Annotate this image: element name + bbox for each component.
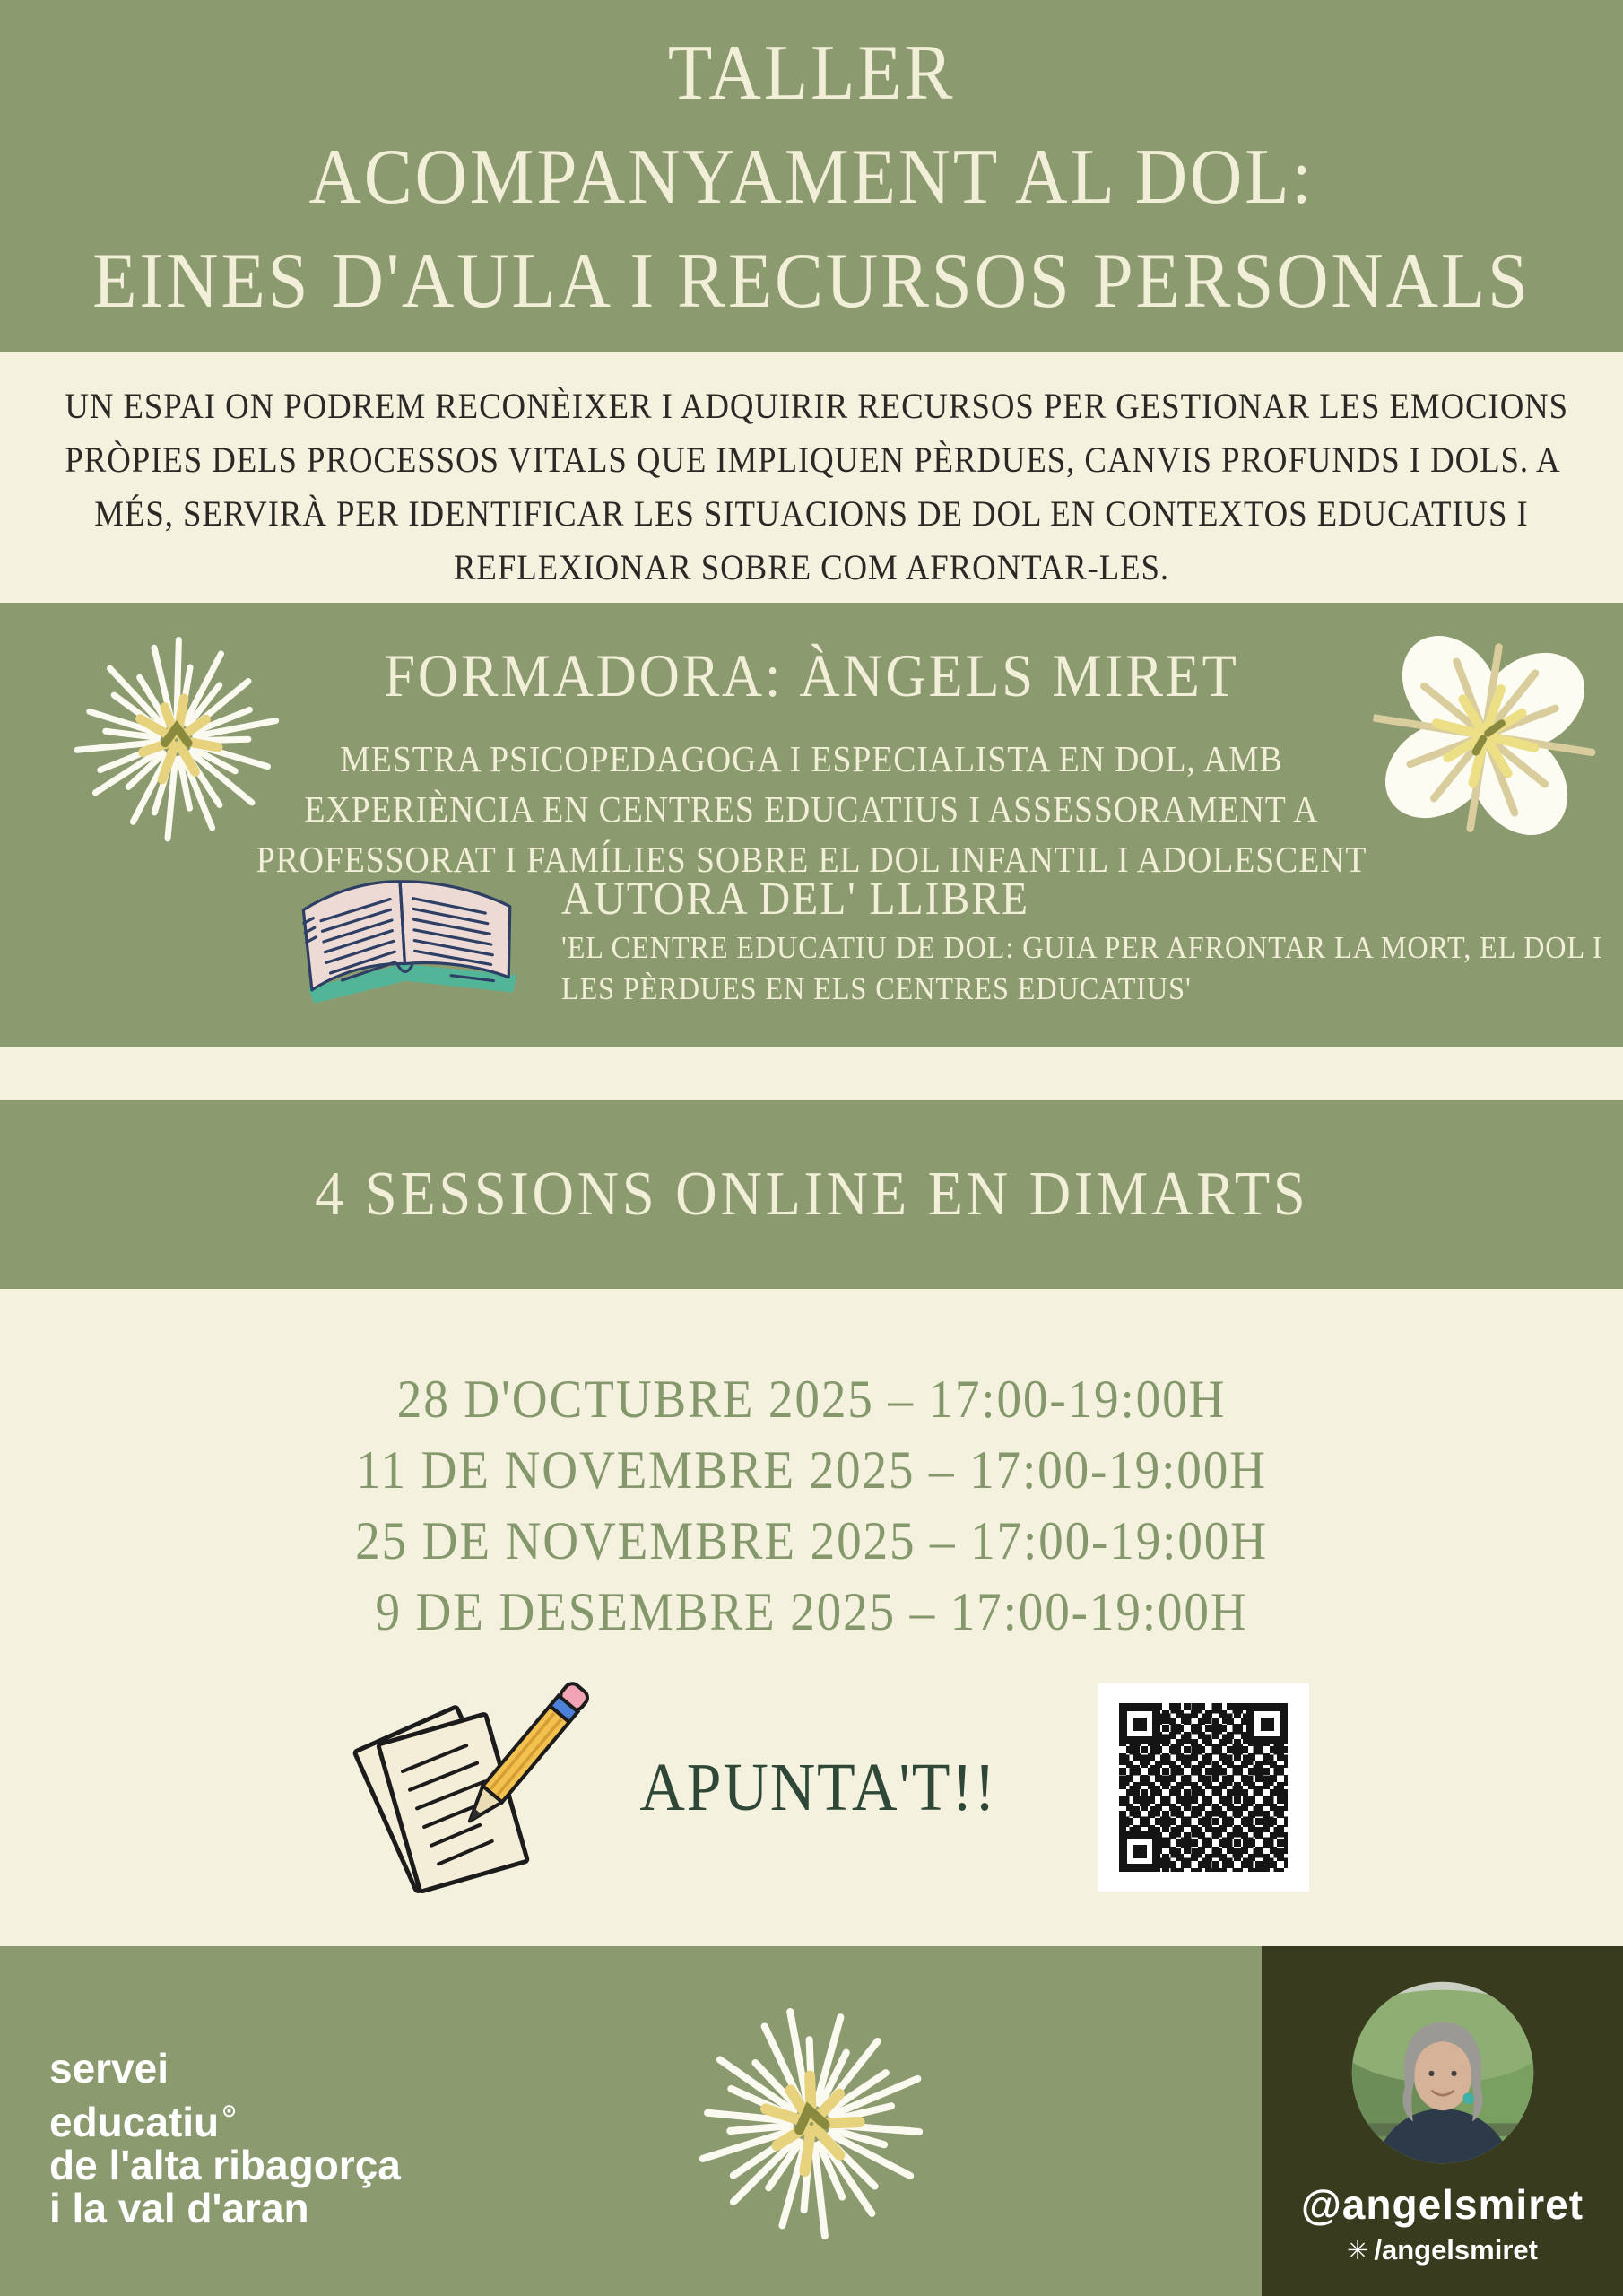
secondary-handle-text: /angelsmiret — [1374, 2234, 1538, 2266]
book-row — [289, 872, 1623, 1015]
footer-section — [0, 1946, 1623, 2296]
logo-line: de l'alta ribagorça — [49, 2142, 401, 2188]
book-quote-line: LES PÈRDUES EN ELS CENTRES EDUCATIUS' — [561, 971, 1192, 1006]
logo-registered-mark: ⊙ — [221, 2101, 237, 2121]
formadora-bio — [0, 734, 1623, 884]
session-date: 25 DE NOVEMBRE 2025 – 17:00-19:00H — [355, 1511, 1268, 1570]
schedule-section — [0, 1289, 1623, 1946]
poster-title-line-3: EINES D'AULA I RECURSOS PERSONALS — [92, 238, 1531, 325]
book-heading: AUTORA DEL' LLIBRE — [561, 874, 1029, 925]
cta-row — [0, 1682, 1623, 1893]
sessions-banner — [0, 1100, 1623, 1289]
bio-line: MESTRA PSICOPEDAGOGA I ESPECIALISTA EN DOL, AMB — [340, 738, 1283, 779]
bio-line: PROFESSORAT I FAMÍLIES SOBRE EL DOL INFANTIL I ADOLESCENT — [256, 839, 1367, 880]
qr-finder-top-right — [1246, 1703, 1288, 1744]
session-date: 28 D'OCTUBRE 2025 – 17:00-19:00H — [396, 1370, 1227, 1429]
poster-title-line-1: TALLER — [667, 30, 956, 117]
qr-finder-bottom-left — [1119, 1831, 1160, 1872]
instagram-handle: @angelsmiret — [1300, 2181, 1584, 2228]
profile-panel — [1262, 1946, 1623, 2296]
poster-title-line-2: ACOMPANYAMENT AL DOL: — [308, 134, 1315, 221]
paper-pencil-icon — [314, 1682, 615, 1893]
session-dates-list — [0, 1289, 1623, 1648]
bio-line: EXPERIÈNCIA EN CENTRES EDUCATIUS I ASSESSORAMENT A — [304, 788, 1319, 830]
intro-line: MÉS, SERVIRÀ PER IDENTIFICAR LES SITUACIONS DE DOL EN CONTEXTOS EDUCATIUS I — [94, 493, 1529, 534]
divider-band — [0, 1047, 1623, 1100]
qr-code — [1098, 1683, 1309, 1892]
formadora-section — [0, 603, 1623, 1047]
session-date: 9 DE DESEMBRE 2025 – 17:00-19:00H — [375, 1582, 1248, 1641]
open-book-icon — [286, 867, 531, 1019]
header-section — [0, 0, 1623, 352]
profile-photo — [1350, 1980, 1535, 2165]
cta-label: APUNTA'T!! — [638, 1749, 997, 1825]
intro-line: UN ESPAI ON PODREM RECONÈIXER I ADQUIRIR RECURSOS PER GESTIONAR LES EMOCIONS — [65, 386, 1569, 426]
session-date: 11 DE NOVEMBRE 2025 – 17:00-19:00H — [356, 1440, 1267, 1500]
intro-line: REFLEXIONAR SOBRE COM AFRONTAR-LES. — [453, 547, 1170, 587]
book-text — [561, 872, 1623, 1010]
asterisk-icon: ✳ — [1347, 2237, 1369, 2266]
logo-line: servei — [49, 2045, 169, 2092]
formadora-heading: FORMADORA: ÀNGELS MIRET — [384, 641, 1239, 709]
book-quote-line: 'EL CENTRE EDUCATIU DE DOL: GUIA PER AFRONTAR LA MORT, EL DOL I — [561, 930, 1603, 965]
spiky-daisy-flower-icon — [647, 1960, 975, 2287]
logo-word: educatiu — [49, 2099, 220, 2145]
secondary-handle — [1262, 2234, 1623, 2266]
logo-line: i la val d'aran — [49, 2185, 309, 2231]
qr-finder-top-left — [1119, 1703, 1160, 1744]
servei-educatiu-logo — [49, 2047, 401, 2230]
intro-line: PRÒPIES DELS PROCESSOS VITALS QUE IMPLIQUEN PÈRDUES, CANVIS PROFUNDS I DOLS. A — [65, 439, 1561, 480]
logo-line — [49, 2090, 401, 2144]
intro-section — [0, 352, 1623, 603]
sessions-banner-text: 4 SESSIONS ONLINE EN DIMARTS — [314, 1160, 1309, 1229]
